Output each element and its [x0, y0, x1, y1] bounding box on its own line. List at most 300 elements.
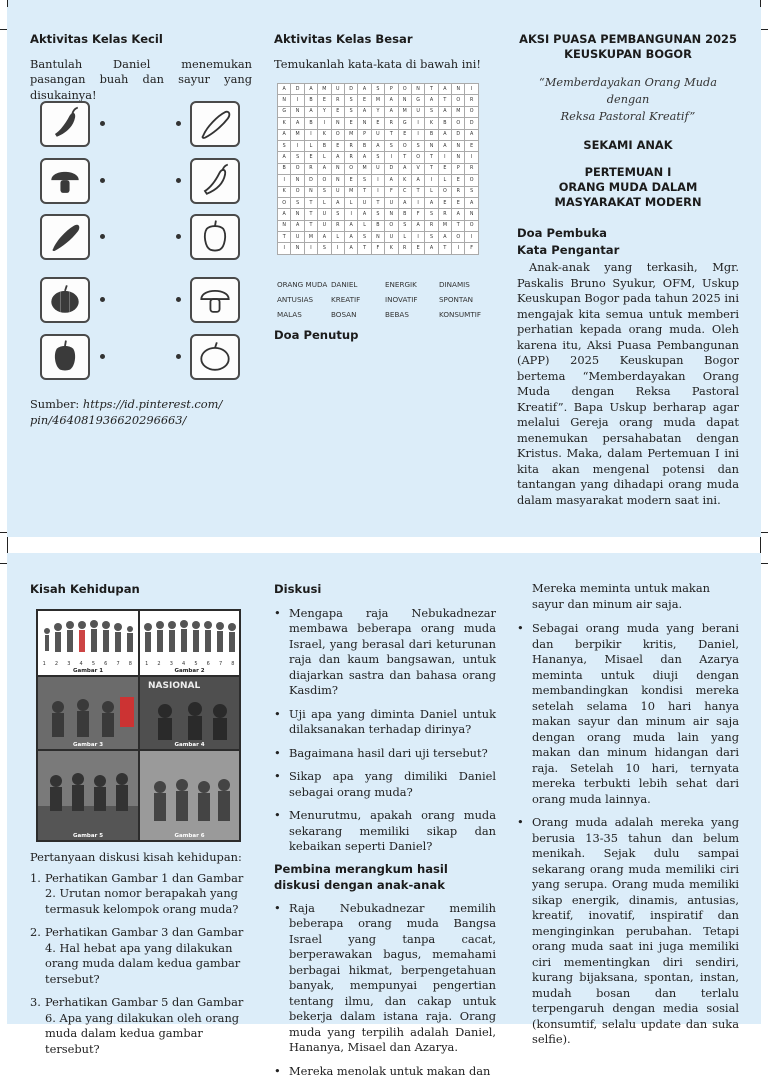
grid-cell[interactable]: U — [385, 197, 398, 208]
instruction-text: Temukanlah kata-kata di bawah ini! — [274, 56, 481, 71]
match-dot[interactable] — [176, 354, 181, 359]
grid-cell[interactable]: O — [385, 220, 398, 231]
discussion-list — [274, 606, 496, 855]
grid-cell[interactable]: S — [398, 220, 411, 231]
grid-cell[interactable]: T — [385, 129, 398, 140]
grid-cell[interactable]: U — [318, 209, 331, 220]
grid-cell[interactable]: U — [291, 232, 304, 243]
grid-cell[interactable]: N — [304, 186, 317, 197]
grid-cell[interactable]: N — [358, 118, 371, 129]
grid-cell[interactable]: S — [425, 106, 438, 117]
match-dot[interactable] — [100, 234, 105, 239]
grid-cell[interactable]: M — [452, 106, 465, 117]
match-dot[interactable] — [176, 297, 181, 302]
grid-cell[interactable]: A — [278, 129, 291, 140]
grid-cell[interactable]: S — [318, 243, 331, 254]
question-list — [30, 871, 252, 1058]
life-story-photos — [36, 609, 241, 842]
grid-cell[interactable]: A — [304, 106, 317, 117]
grid-cell[interactable]: E — [438, 197, 451, 208]
match-dot[interactable] — [100, 178, 105, 183]
grid-cell[interactable]: R — [398, 243, 411, 254]
grid-cell[interactable]: I — [318, 118, 331, 129]
grid-cell[interactable]: S — [278, 140, 291, 151]
grid-cell[interactable]: R — [331, 220, 344, 231]
grid-cell[interactable]: O — [398, 140, 411, 151]
grid-cell[interactable]: A — [398, 197, 411, 208]
grid-cell[interactable]: D — [291, 84, 304, 95]
grid-cell[interactable]: L — [398, 232, 411, 243]
summary-point: • Orang muda adalah mereka yang berusia 13-35 tahun dan belum menikah. Sejak dulu sampai sekarang orang muda memiliki ciri yang serupa. Orang muda memiliki sikap energik, dinamis, antusias, kreatif, inovatif, inspiratif dan menginginkan perubahan. Tetapi orang muda saat ini juga memiliki ciri mementingkan diri sendiri, kurang bijaksana, spontan, instan, mudah bosan dan terlalu terpengaruh dengan media sosial (konsumtif, selalu update dan suka selfie). — [517, 815, 739, 1048]
grid-row — [278, 186, 479, 197]
grid-cell[interactable]: I — [465, 84, 478, 95]
grid-cell[interactable]: E — [318, 95, 331, 106]
search-word: INOVATIF — [385, 295, 418, 304]
grid-cell[interactable]: O — [438, 186, 451, 197]
grid-cell[interactable]: I — [291, 95, 304, 106]
grid-cell[interactable]: S — [358, 175, 371, 186]
grid-cell[interactable]: B — [358, 140, 371, 151]
grid-cell[interactable]: D — [452, 129, 465, 140]
grid-cell[interactable]: T — [398, 152, 411, 163]
grid-cell[interactable]: T — [452, 220, 465, 231]
grid-cell[interactable]: N — [398, 95, 411, 106]
grid-cell[interactable]: E — [331, 140, 344, 151]
grid-cell[interactable]: S — [371, 209, 384, 220]
grid-cell[interactable]: T — [438, 243, 451, 254]
grid-cell[interactable]: A — [438, 140, 451, 151]
grid-cell[interactable]: M — [438, 220, 451, 231]
grid-cell[interactable]: N — [331, 175, 344, 186]
grid-cell[interactable]: N — [291, 175, 304, 186]
question-number: 2. — [30, 925, 41, 939]
grid-cell[interactable]: A — [318, 163, 331, 174]
grid-cell[interactable]: K — [318, 129, 331, 140]
grid-cell[interactable]: A — [425, 197, 438, 208]
search-word: ENERGIK — [385, 280, 417, 289]
grid-cell[interactable]: T — [425, 84, 438, 95]
instruction-text: Bantulah Daniel menemukan pasangan buah dan sayur yang disukainya! — [30, 56, 252, 102]
grid-cell[interactable]: A — [465, 197, 478, 208]
grid-cell[interactable]: L — [304, 140, 317, 151]
grid-cell[interactable]: A — [371, 140, 384, 151]
grid-cell[interactable]: I — [278, 175, 291, 186]
grid-cell[interactable]: F — [371, 243, 384, 254]
grid-cell[interactable]: M — [304, 232, 317, 243]
grid-cell[interactable]: A — [358, 152, 371, 163]
photo-gambar-5 — [38, 751, 138, 840]
grid-cell[interactable]: G — [398, 118, 411, 129]
grid-cell[interactable]: L — [358, 220, 371, 231]
grid-cell[interactable]: N — [278, 95, 291, 106]
grid-cell[interactable]: T — [358, 243, 371, 254]
grid-cell[interactable]: I — [438, 152, 451, 163]
grid-cell[interactable]: S — [411, 140, 424, 151]
grid-cell[interactable]: T — [438, 95, 451, 106]
life-story — [30, 582, 252, 598]
grid-cell[interactable]: E — [465, 140, 478, 151]
match-dot[interactable] — [176, 234, 181, 239]
grid-cell[interactable]: D — [465, 118, 478, 129]
crop-mark — [0, 29, 7, 30]
grid-cell[interactable]: O — [344, 163, 357, 174]
grid-cell[interactable]: T — [425, 163, 438, 174]
continuation-text: Mereka meminta untuk makan sayur dan minum air saja. — [532, 581, 710, 611]
grid-cell[interactable]: S — [291, 152, 304, 163]
grid-cell[interactable]: I — [465, 152, 478, 163]
grid-cell[interactable]: U — [371, 129, 384, 140]
grid-cell[interactable]: A — [385, 175, 398, 186]
grid-cell[interactable]: U — [358, 197, 371, 208]
small-class-activity — [30, 32, 252, 103]
grid-cell[interactable]: B — [304, 118, 317, 129]
grid-cell[interactable]: S — [318, 186, 331, 197]
grid-cell[interactable]: N — [452, 152, 465, 163]
grid-cell[interactable]: R — [425, 220, 438, 231]
grid-cell[interactable]: S — [371, 84, 384, 95]
grid-cell[interactable]: U — [331, 186, 344, 197]
summary-item: • Mereka menolak untuk makan dan — [274, 1064, 496, 1080]
grid-cell[interactable]: B — [304, 95, 317, 106]
grid-cell[interactable]: D — [385, 163, 398, 174]
grid-cell[interactable]: V — [411, 163, 424, 174]
grid-cell[interactable]: A — [438, 232, 451, 243]
grid-cell[interactable]: N — [291, 209, 304, 220]
grid-cell[interactable]: E — [358, 95, 371, 106]
grid-cell[interactable]: B — [318, 140, 331, 151]
grid-cell[interactable]: R — [465, 95, 478, 106]
grid-cell[interactable]: A — [438, 106, 451, 117]
grid-cell[interactable]: A — [291, 220, 304, 231]
grid-cell[interactable]: R — [344, 152, 357, 163]
grid-cell[interactable]: I — [411, 129, 424, 140]
grid-cell[interactable]: T — [425, 152, 438, 163]
grid-cell[interactable]: N — [452, 140, 465, 151]
grid-cell[interactable]: A — [291, 118, 304, 129]
grid-cell[interactable]: O — [291, 163, 304, 174]
grid-cell[interactable]: S — [291, 197, 304, 208]
grid-cell[interactable]: M — [344, 186, 357, 197]
crop-mark — [0, 563, 7, 564]
grid-cell[interactable]: A — [385, 106, 398, 117]
grid-cell[interactable]: O — [465, 106, 478, 117]
grid-cell[interactable]: E — [398, 129, 411, 140]
grid-cell[interactable]: O — [452, 232, 465, 243]
grid-cell[interactable]: E — [331, 106, 344, 117]
closing-prayer — [274, 328, 496, 344]
crop-mark — [761, 532, 768, 533]
grid-cell[interactable]: U — [318, 220, 331, 231]
grid-row — [278, 175, 479, 186]
grid-cell[interactable]: A — [465, 129, 478, 140]
grid-cell[interactable]: O — [318, 175, 331, 186]
grid-cell[interactable]: S — [425, 232, 438, 243]
grid-row — [278, 118, 479, 129]
grid-cell[interactable]: U — [371, 163, 384, 174]
grid-cell[interactable]: S — [344, 106, 357, 117]
grid-cell[interactable]: R — [344, 140, 357, 151]
grid-cell[interactable]: I — [304, 129, 317, 140]
grid-cell[interactable]: O — [452, 95, 465, 106]
grid-cell[interactable]: K — [278, 118, 291, 129]
grid-cell[interactable]: L — [331, 232, 344, 243]
grid-cell[interactable]: D — [344, 84, 357, 95]
grid-cell[interactable]: N — [371, 232, 384, 243]
grid-cell[interactable]: I — [304, 243, 317, 254]
grid-cell[interactable]: N — [425, 140, 438, 151]
grid-cell[interactable]: I — [385, 152, 398, 163]
grid-cell[interactable]: K — [385, 243, 398, 254]
grid-cell[interactable]: N — [291, 106, 304, 117]
grid-cell[interactable]: A — [411, 220, 424, 231]
sekami-label: SEKAMI ANAK — [583, 138, 673, 152]
question-number: 1. — [30, 870, 41, 885]
grid-cell[interactable]: M — [344, 129, 357, 140]
grid-cell[interactable]: E — [304, 152, 317, 163]
grid-cell[interactable]: I — [344, 209, 357, 220]
grid-cell[interactable]: L — [438, 175, 451, 186]
grid-cell[interactable]: B — [438, 118, 451, 129]
grid-cell[interactable]: S — [358, 232, 371, 243]
grid-cell[interactable]: E — [438, 163, 451, 174]
grid-cell[interactable]: O — [465, 220, 478, 231]
grid-cell[interactable]: A — [425, 243, 438, 254]
grid-cell[interactable]: A — [278, 84, 291, 95]
grid-cell[interactable]: A — [331, 152, 344, 163]
grid-cell[interactable]: N — [331, 118, 344, 129]
crop-mark — [7, 0, 8, 7]
grid-cell[interactable]: A — [344, 220, 357, 231]
grid-cell[interactable]: A — [425, 95, 438, 106]
grid-cell[interactable]: T — [358, 186, 371, 197]
source-url[interactable]: https://id.pinterest.com/ — [82, 397, 223, 411]
grid-cell[interactable]: F — [411, 209, 424, 220]
grid-cell[interactable]: O — [278, 197, 291, 208]
grid-cell[interactable]: L — [318, 152, 331, 163]
person-number: 6 — [206, 661, 210, 667]
grid-cell[interactable]: P — [358, 129, 371, 140]
grid-cell[interactable]: T — [371, 197, 384, 208]
word-search-grid[interactable] — [277, 83, 479, 255]
grid-cell[interactable]: I — [411, 232, 424, 243]
grid-cell[interactable]: M — [398, 106, 411, 117]
grid-cell[interactable]: K — [425, 118, 438, 129]
search-word: DINAMIS — [439, 280, 470, 289]
search-word: BEBAS — [385, 310, 409, 319]
grid-cell[interactable]: A — [358, 209, 371, 220]
question-text: Perhatikan Gambar 3 dan Gambar 4. Hal hebat apa yang dilakukan orang muda dalam kedua gambar tersebut? — [45, 925, 244, 986]
grid-cell[interactable]: I — [278, 243, 291, 254]
photo-caption: Gambar 5 — [72, 833, 104, 839]
grid-cell[interactable]: U — [411, 106, 424, 117]
matching-row — [40, 277, 240, 323]
grid-cell[interactable]: T — [411, 186, 424, 197]
grid-cell[interactable]: A — [278, 152, 291, 163]
grid-cell[interactable]: I — [411, 118, 424, 129]
grid-cell[interactable]: R — [438, 209, 451, 220]
source-url[interactable]: pin/464081936620296663/ — [30, 412, 187, 427]
grid-cell[interactable]: D — [304, 175, 317, 186]
match-dot[interactable] — [100, 121, 105, 126]
grid-cell[interactable]: I — [371, 186, 384, 197]
grid-row — [278, 84, 479, 95]
grid-cell[interactable]: F — [385, 186, 398, 197]
photo-gambar-4 — [140, 677, 239, 749]
grid-cell[interactable]: O — [398, 84, 411, 95]
grid-cell[interactable]: Y — [371, 106, 384, 117]
grid-cell[interactable]: S — [344, 95, 357, 106]
summary-list — [274, 901, 496, 1080]
grid-cell[interactable]: N — [411, 84, 424, 95]
grid-cell[interactable]: N — [385, 209, 398, 220]
grid-cell[interactable]: A — [452, 209, 465, 220]
grid-cell[interactable]: I — [465, 232, 478, 243]
chili-outline-icon — [190, 158, 240, 204]
grid-cell[interactable]: S — [331, 209, 344, 220]
bell-pepper-icon — [40, 334, 90, 380]
grid-cell[interactable]: O — [452, 118, 465, 129]
grid-cell[interactable]: B — [425, 129, 438, 140]
grid-cell[interactable]: I — [425, 175, 438, 186]
grid-cell[interactable]: A — [438, 84, 451, 95]
grid-cell[interactable]: A — [344, 243, 357, 254]
grid-cell[interactable]: O — [465, 175, 478, 186]
grid-cell[interactable]: A — [278, 209, 291, 220]
section-heading: Doa Penutup — [274, 328, 359, 342]
grid-cell[interactable]: A — [331, 197, 344, 208]
grid-cell[interactable]: B — [371, 220, 384, 231]
grid-cell[interactable]: O — [291, 186, 304, 197]
grid-cell[interactable]: F — [465, 243, 478, 254]
grid-cell[interactable]: L — [344, 197, 357, 208]
grid-cell[interactable]: I — [291, 140, 304, 151]
grid-cell[interactable]: E — [344, 175, 357, 186]
section-heading: Pembina merangkum hasil diskusi dengan anak-anak — [274, 861, 448, 892]
grid-cell[interactable]: T — [304, 209, 317, 220]
grid-cell[interactable]: E — [371, 118, 384, 129]
grid-cell[interactable]: K — [278, 186, 291, 197]
grid-cell[interactable]: A — [304, 84, 317, 95]
discussion-item: • Bagaimana hasil dari uji tersebut? — [274, 746, 496, 762]
grid-cell[interactable]: O — [411, 152, 424, 163]
discussion-item: • Menurutmu, apakah orang muda sekarang memiliki sikap dan kebaikan seperti Daniel? — [274, 808, 496, 855]
grid-cell[interactable]: P — [385, 84, 398, 95]
crop-mark — [761, 29, 768, 30]
grid-cell[interactable]: N — [331, 163, 344, 174]
match-dot[interactable] — [100, 354, 105, 359]
grid-cell[interactable]: R — [452, 186, 465, 197]
crop-mark — [7, 537, 8, 553]
grid-cell[interactable]: B — [398, 209, 411, 220]
question-item — [30, 925, 252, 987]
grid-cell[interactable]: M — [291, 129, 304, 140]
grid-cell[interactable]: R — [385, 118, 398, 129]
grid-cell[interactable]: E — [452, 197, 465, 208]
grid-cell[interactable]: A — [398, 163, 411, 174]
grid-cell[interactable]: A — [411, 175, 424, 186]
search-word: ORANG MUDA — [277, 280, 328, 289]
source-label: Sumber: — [30, 397, 83, 411]
grid-cell[interactable]: A — [358, 106, 371, 117]
grid-cell[interactable]: P — [452, 163, 465, 174]
grid-row — [278, 220, 479, 231]
grid-cell[interactable]: R — [331, 95, 344, 106]
grid-cell[interactable]: U — [385, 232, 398, 243]
grid-cell[interactable]: I — [331, 243, 344, 254]
grid-cell[interactable]: T — [304, 197, 317, 208]
grid-cell[interactable]: N — [465, 209, 478, 220]
grid-cell[interactable]: E — [411, 243, 424, 254]
grid-cell[interactable]: A — [358, 84, 371, 95]
grid-cell[interactable]: I — [371, 175, 384, 186]
grid-cell[interactable]: M — [318, 84, 331, 95]
grid-cell[interactable]: B — [278, 163, 291, 174]
search-word: SPONTAN — [439, 295, 474, 304]
grid-cell[interactable]: E — [452, 175, 465, 186]
grid-cell[interactable]: M — [358, 163, 371, 174]
search-word: DANIEL — [331, 280, 358, 289]
grid-cell[interactable]: R — [304, 163, 317, 174]
grid-cell[interactable]: L — [318, 197, 331, 208]
grid-cell[interactable]: N — [452, 84, 465, 95]
matching-row — [40, 101, 240, 147]
grid-cell[interactable]: N — [291, 243, 304, 254]
grid-cell[interactable]: T — [278, 232, 291, 243]
grid-cell[interactable]: A — [385, 95, 398, 106]
match-dot[interactable] — [176, 178, 181, 183]
grid-cell[interactable]: S — [465, 186, 478, 197]
grid-cell[interactable]: L — [425, 186, 438, 197]
grid-cell[interactable]: M — [371, 95, 384, 106]
grid-cell[interactable]: U — [331, 84, 344, 95]
section-heading: Diskusi — [274, 582, 322, 596]
person-number: 7 — [218, 661, 223, 667]
grid-cell[interactable]: Y — [318, 106, 331, 117]
grid-cell[interactable]: A — [344, 232, 357, 243]
grid-cell[interactable]: G — [411, 95, 424, 106]
match-dot[interactable] — [176, 121, 181, 126]
grid-cell[interactable]: E — [344, 118, 357, 129]
crop-mark — [761, 563, 768, 564]
person-number: 2 — [157, 661, 161, 667]
grid-cell[interactable]: O — [331, 129, 344, 140]
grid-cell[interactable]: N — [278, 220, 291, 231]
question-item — [30, 871, 252, 918]
section-heading: Kata Pengantar — [517, 242, 620, 257]
grid-cell[interactable]: I — [452, 243, 465, 254]
grid-cell[interactable]: A — [318, 232, 331, 243]
grid-cell[interactable]: S — [385, 140, 398, 151]
match-dot[interactable] — [100, 297, 105, 302]
section-heading: Aktivitas Kelas Besar — [274, 32, 413, 46]
cover-theme: Reksa Pastoral Kreatif” — [560, 110, 696, 123]
cover-title: KEUSKUPAN BOGOR — [564, 47, 692, 61]
grid-cell[interactable]: R — [465, 163, 478, 174]
matching-row — [40, 158, 240, 204]
grid-cell[interactable]: A — [438, 129, 451, 140]
cover-panel — [517, 32, 739, 508]
pumpkin-icon — [40, 277, 90, 323]
grid-cell[interactable]: C — [398, 186, 411, 197]
grid-cell[interactable]: G — [278, 106, 291, 117]
grid-cell[interactable]: T — [304, 220, 317, 231]
grid-cell[interactable]: S — [371, 152, 384, 163]
grid-cell[interactable]: K — [398, 175, 411, 186]
grid-cell[interactable]: I — [411, 197, 424, 208]
group-photo — [38, 677, 138, 749]
person-number: 4 — [182, 661, 186, 667]
grid-cell[interactable]: S — [425, 209, 438, 220]
